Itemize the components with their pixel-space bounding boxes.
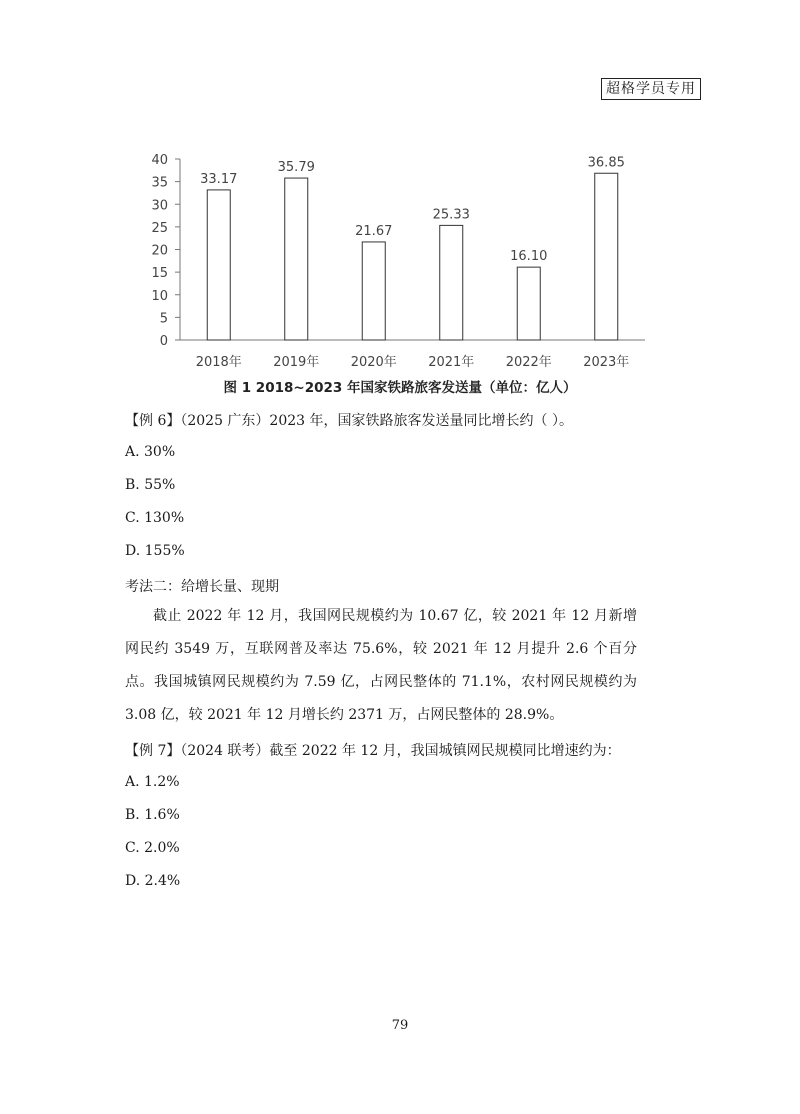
y-tick-label: 15	[151, 266, 168, 282]
page-number: 79	[391, 1018, 409, 1033]
bar-2019年	[285, 178, 308, 340]
bar-value-label: 21.67	[355, 223, 393, 239]
x-tick-label: 2019年	[273, 355, 320, 370]
y-tick-label: 25	[151, 220, 168, 236]
y-tick-label: 30	[151, 198, 168, 214]
x-tick-label: 2022年	[505, 355, 552, 370]
y-tick-label: 5	[159, 311, 168, 327]
x-tick-label: 2020年	[350, 355, 397, 370]
chart-caption: 图 1 2018~2023 年国家铁路旅客发送量（单位：亿人）	[223, 380, 577, 396]
bar-2022年	[517, 267, 540, 340]
bar-value-label: 36.85	[587, 155, 625, 171]
q7-option-c: C. 2.0%	[125, 840, 180, 856]
x-tick-label: 2018年	[195, 355, 242, 370]
y-tick-label: 20	[151, 243, 168, 259]
y-tick-label: 35	[151, 175, 168, 191]
railway-passenger-bar-chart	[130, 145, 650, 373]
y-tick-label: 0	[159, 334, 168, 349]
bar-2023年	[595, 173, 618, 340]
passage-paragraph: 截止 2022 年 12 月，我国网民规模约为 10.67 亿，较 2021 年 12 月新增网民约 3549 万，互联网普及率达 75.6%，较 2021 年 12 月提升 2.6 个百分点。我国城镇网民规模约为 7.59 亿，占网民整体的 71.1%，农村网民规模约为 3.08 亿，较 2021 年 12 月增长约 2371 万，占网民整体的 28.9%。	[125, 608, 637, 723]
method-heading: 考法二：给增长量、现期	[125, 579, 279, 595]
bar-value-label: 35.79	[277, 160, 315, 176]
x-tick-label: 2023年	[583, 355, 630, 370]
y-tick-label: 40	[151, 153, 168, 168]
bar-2020年	[362, 242, 385, 340]
y-tick-label: 10	[151, 288, 168, 304]
bar-value-label: 16.10	[510, 249, 548, 265]
q7-option-b: B. 1.6%	[125, 807, 180, 823]
bar-2018年	[207, 190, 230, 340]
q6-stem: 【例 6】（2025 广东）2023 年，国家铁路旅客发送量同比增长约（ ）。	[125, 413, 573, 429]
q6-option-c: C. 130%	[125, 510, 185, 526]
bar-value-label: 33.17	[200, 171, 238, 187]
member-only-badge: 超格学员专用	[601, 78, 701, 100]
q7-stem: 【例 7】（2024 联考）截至 2022 年 12 月，我国城镇网民规模同比增速约为：	[125, 743, 621, 759]
q6-option-a: A. 30%	[125, 444, 176, 460]
x-tick-label: 2021年	[428, 355, 475, 370]
bar-value-label: 25.33	[432, 207, 470, 223]
q6-option-d: D. 155%	[125, 543, 185, 559]
q7-option-d: D. 2.4%	[125, 873, 181, 889]
bar-series	[196, 155, 630, 370]
bar-2021年	[440, 225, 463, 340]
q6-option-b: B. 55%	[125, 477, 176, 493]
q7-option-a: A. 1.2%	[125, 774, 180, 790]
